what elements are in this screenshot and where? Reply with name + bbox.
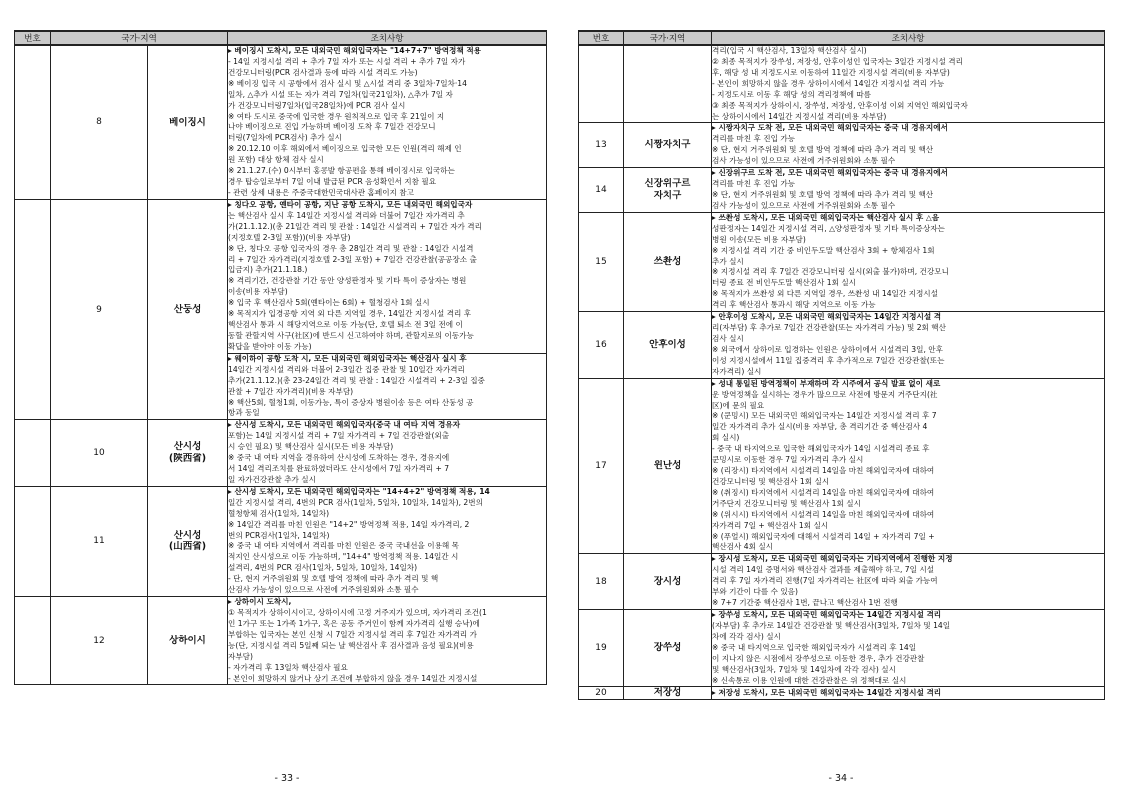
table-row	[15, 45, 547, 199]
table-row	[15, 199, 547, 353]
row-number: 20	[579, 687, 624, 700]
measure-line: ※ 단, 현지 거주위원회 및 호텔 방역 정책에 따라 추가 격리 및 핵산	[712, 189, 934, 199]
measure-line: 는 상하이시에서 14일간 지정시설 격리(비용 자부담)	[712, 111, 887, 121]
measure-line: 능(단, 지정시설 격리 5일째 되는 날 핵산검사 후 검사결과 음성 필요)(비용	[228, 640, 474, 650]
measure-text	[712, 312, 1105, 379]
measures-table-left	[14, 30, 547, 685]
measure-line: ※ 여타 도시로 중국에 입국한 경우 원칙적으로 입국 후 21일이 지	[228, 111, 445, 121]
region-name	[624, 687, 712, 700]
measure-line: 병원 이송(모든 비용 자부담)	[712, 234, 806, 244]
row-number: 17	[579, 378, 624, 554]
region-name-line: 장시성	[653, 575, 682, 587]
measure-line: ▸ 웨이하이 공항 도착 시, 모든 내외국민 해외입국자는 핵산검사 실시 후	[228, 353, 467, 363]
measure-line: 검사 실시	[712, 333, 744, 343]
measure-line: 리(자부담) 후 추가로 7일간 건강관찰(또는 자가격리 가능) 및 2회 핵산	[712, 323, 946, 333]
region-name-line: 장쑤성	[653, 642, 682, 654]
measure-line: ▸ 베이징시 도착시, 모든 내외국민 해외입국자는 "14+7+7" 방역정책 적용	[228, 46, 482, 55]
blank-cell	[15, 45, 51, 199]
measure-line: (자부담) 후 추가로 14일간 건강관찰 및 핵산검사(3일차, 7일차 및 14일	[712, 620, 951, 630]
row-number: 19	[579, 610, 624, 687]
region-name	[624, 378, 712, 554]
measure-line: 일 자가건강관찰 추가 실시	[228, 474, 316, 484]
measure-line: ▸ 성내 통일된 방역정책이 부재하며 각 시주에서 공식 발표 없이 새로	[712, 378, 941, 388]
measure-line: ※ 외국에서 상하이로 입경하는 인원은 상하이에서 시설격리 3일, 안후	[712, 344, 943, 354]
measure-line: 부와 기간이 다를 수 있음)	[712, 587, 798, 597]
table-row	[15, 420, 547, 487]
measure-line: - 본인이 희망하지 않거나 상기 조건에 부합하지 않을 경우 14일간 지정시설	[228, 673, 478, 683]
measure-line: ▸ 시짱자치구 도착 전, 모든 내외국민 해외입국자는 중국 내 경유지에서	[712, 123, 948, 133]
measure-line: ③ 최종 목적지가 상하이시, 장쑤성, 저장성, 안후이성 이외 지역인 해외입국자	[712, 100, 968, 110]
measure-text	[712, 554, 1105, 610]
measure-line: 이성 지정시설에서 11일 집중격리 후 추가적으로 7일간 건강관찰(또는	[712, 355, 945, 365]
measure-text	[712, 123, 1105, 168]
row-number	[579, 45, 624, 123]
measure-text	[712, 168, 1105, 213]
page-number-left: - 33 -	[274, 773, 300, 784]
measure-line: 건강모니터링(PCR 검사결과 등에 따라 시설 격리도 가능)	[228, 67, 418, 77]
measure-line: ※ 중국 내 타지역으로 입국한 해외입국자가 시설격리 후 14일	[712, 642, 917, 652]
table-row	[579, 610, 1105, 687]
measure-line: 인 1가구 또는 1가족 1가구, 혹은 공동 주거인이 함께 자가격리 실행 승낙)에	[228, 618, 480, 628]
measure-line: 검사 가능성이 있으므로 사전에 거주위원회와 소통 필수	[712, 200, 896, 210]
measure-line: 원 포함) 대상 항체 검사 실시	[228, 155, 324, 165]
header-region: 국가·지역	[624, 31, 712, 45]
measure-text	[228, 45, 547, 199]
measure-line: 설격리, 4번의 PCR 검사(1일차, 5일차, 10일차, 14일차)	[228, 563, 418, 573]
measure-line: 포함)는 14일 지정시설 격리 + 7일 자가격리 + 7일 건강관찰(외출	[228, 431, 450, 441]
measure-line: 추가(21.1.12.)(총 23-24일간 격리 및 관찰 : 14일간 시설격리 + 2-3일 집중	[228, 375, 485, 385]
row-number: 11	[51, 486, 148, 596]
measure-line: ※ 격리기간, 건강관찰 기간 동안 양성판정자 및 기타 특이 증상자는 병원	[228, 276, 467, 286]
table-body-left	[15, 45, 547, 685]
measure-text	[712, 610, 1105, 687]
blank-cell	[15, 597, 51, 685]
measure-line: ① 목적지가 상하이시이고, 상하이시에 고정 거주지가 있으며, 자가격리 조건(1	[228, 608, 487, 618]
measure-line: ▸ 저장성 도착시, 모든 내외국민 해외입국자는 14일간 지정시설 격리	[712, 687, 942, 697]
measure-line: 항과 동일	[228, 408, 260, 418]
measure-line: 가 건강모니터링7일차(입국28일차)에 PCR 검사 실시	[228, 100, 406, 110]
measure-line: 자부담)	[228, 651, 253, 661]
measure-line: 일간 자가격리 추가 실시(비용 자부담, 총 격리기간 중 핵산검사 4	[712, 422, 928, 432]
measure-line: ※ 단, 칭다오 공항 입국자의 경우 총 28일간 격리 및 관찰 : 14일간 시설격	[228, 243, 474, 253]
measure-line: 14일간 지정시설 격리와 더불어 2-3일간 집중 관찰 및 10일간 자가격리	[228, 364, 465, 374]
measure-line: 가(21.1.12.)(총 21일간 격리 및 관찰 : 14일간 시설격리 + 7일간 자가 격리	[228, 221, 482, 231]
row-number: 9	[51, 199, 148, 419]
measure-line: 일차, △추가 시설 또는 자가 격리 7일차(입국21일차), △추가 7일 자	[228, 89, 453, 99]
region-name-line: 베이징시	[169, 116, 206, 128]
region-name-line: 상하이시	[169, 634, 206, 646]
measure-line: 및 핵산검사(3일차, 7일차 및 14일차에 각각 검사) 실시	[712, 664, 896, 674]
row-number: 15	[579, 212, 624, 311]
measure-line: 이 지나지 않은 시점에서 장쑤성으로 이동한 경우, 추가 건강관찰	[712, 653, 925, 663]
measure-line: 일간 지정시설 격리, 4번의 PCR 검사(1일차, 5일차, 10일차, 14일차), 2번의	[228, 497, 483, 507]
region-name-line: (山西省)	[168, 541, 207, 553]
row-number: 12	[51, 597, 148, 685]
measure-line: ② 최종 목적지가 장쑤성, 저장성, 안후이성인 입국자는 3일간 지정시설 격리	[712, 56, 963, 66]
measure-line: - 자가격리 후 13일차 핵산검사 필요	[228, 662, 348, 672]
measure-text	[228, 486, 547, 596]
header-measures: 조치사항	[712, 31, 1105, 45]
row-number: 8	[51, 45, 148, 199]
measure-line: 서 14일 격리조치를 완료하였더라도 산시성에서 7일 자가격리 + 7	[228, 464, 450, 474]
table-row	[579, 687, 1105, 700]
measure-line: 격리 후 7일 자가격리 진행(7일 자가격리는 社区에 따라 외출 가능여	[712, 576, 938, 586]
measure-line: 산검사 가능성이 있으므로 사전에 거주위원회와 소통 필수	[228, 585, 419, 595]
table-header	[15, 31, 547, 45]
measure-line: 적지인 산시성으로 이동 가능하며, "14+4" 방역정책 적용. 14일간 시	[228, 552, 459, 562]
measure-line: 후, 해당 성 내 지정도시로 이동하여 11일간 지정시설 격리(비용 자부담)	[712, 67, 950, 77]
table-header	[579, 31, 1105, 45]
region-name	[624, 212, 712, 311]
measure-line: 터링 종료 전 비인두도말 핵산검사 1회 실시	[712, 278, 857, 288]
measure-line: ▸ 쓰촨성 도착시, 모든 내외국민 해외입국자는 핵산검사 실시 후 △음	[712, 212, 940, 222]
region-name-line: (陕西省)	[168, 453, 207, 465]
measure-line: ▸ 산시성 도착시, 모든 내외국민 해외입국자(중국 내 여타 지역 경유자	[228, 420, 461, 430]
measure-line: ※ 중국 내 여타 지역에서 격리를 마친 인원은 중국 국내선을 이용해 목	[228, 541, 459, 551]
measure-line: 시설 격리 14일 증명서와 핵산검사 결과를 제출해야 하고, 7일 시설	[712, 565, 935, 575]
measure-line: - 지정도시로 이동 후 해당 성의 격리정책에 따름	[712, 89, 872, 99]
region-name	[624, 610, 712, 687]
measure-line: ※ 신속통로 이용 인원에 대한 건강관찰은 위 정책대로 실시	[712, 675, 907, 685]
measure-line: 자가격리) 실시	[712, 366, 762, 376]
measure-line: 추가 실시	[712, 256, 744, 266]
region-name-line: 윈난성	[653, 460, 682, 472]
measure-line: 격리를 마친 후 진입 가능	[712, 134, 796, 144]
row-number: 16	[579, 312, 624, 379]
region-name	[624, 554, 712, 610]
region-name-line: 산시성	[173, 441, 202, 453]
measure-line: 회 실시)	[712, 433, 740, 443]
measure-line: 입금지) 추가(21.1.18.)	[228, 265, 308, 275]
measure-line: ▸ 장쑤성 도착시, 모든 내외국민 해외입국자는 14일간 지정시설 격리	[712, 610, 942, 620]
measure-line: 차에 각각 검사) 실시	[712, 631, 781, 641]
measure-text	[228, 353, 547, 420]
measure-line: 이송(비용 자부담)	[228, 287, 288, 297]
region-name-line: 산둥성	[173, 303, 202, 315]
table-row	[15, 597, 547, 685]
measure-line: ※ 지정시설 격리 기간 중 비인두도말 핵산검사 3회 + 항체검사 1회	[712, 245, 935, 255]
measure-line: ▸ 신장위구르 도착 전, 모든 내외국민 해외입국자는 중국 내 경유지에서	[712, 168, 948, 178]
measure-line: ※ 목적지가 쓰촨성 외 다른 지역일 경우, 쓰촨성 내 14일간 지정시설	[712, 289, 938, 299]
measure-text	[712, 212, 1105, 311]
region-name	[148, 486, 228, 596]
page-34	[578, 30, 1105, 700]
region-name	[624, 312, 712, 379]
header-no: 번호	[15, 31, 51, 45]
table-row	[579, 212, 1105, 311]
measures-table-right	[578, 30, 1105, 700]
region-name	[624, 123, 712, 168]
table-row	[579, 554, 1105, 610]
measure-line: ※ (푸얼시) 해외입국자에 대해서 시설격리 14일 + 자가격리 7일 +	[712, 531, 935, 541]
region-name-line: 자치구	[653, 189, 682, 201]
measure-line: ※ 목적지가 입경공항 지역 외 다른 지역일 경우, 14일간 지정시설 격리 후	[228, 309, 472, 319]
measure-line: ▸ 산시성 도착시, 모든 내외국민 해외입국자는 "14+4+2" 방역정책 적용, 14	[228, 486, 490, 496]
region-name-line: 신장위구르	[644, 178, 691, 190]
measure-text	[712, 45, 1105, 123]
measure-line: 경우 탑승일로부터 7일 이내 발급된 PCR 음성확인서 지참 필요	[228, 177, 437, 187]
measure-text	[712, 378, 1105, 554]
measure-line: 나야 베이징으로 진입 가능하며 베이징 도착 후 7일간 건강모니	[228, 122, 436, 132]
measure-line: 는 핵산검사 실시 후 14일간 지정시설 격리와 더불어 7일간 자가격리 추	[228, 210, 465, 220]
table-row	[579, 312, 1105, 379]
measure-line: 시 승인 필요) 및 핵산검사 실시(모든 비용 자부담)	[228, 442, 394, 452]
row-number: 18	[579, 554, 624, 610]
measure-text	[228, 597, 547, 685]
measure-line: ▸ 안후이성 도착시, 모든 내외국민 해외입국자는 14일간 지정시설 격	[712, 312, 942, 322]
measure-line: 확답을 받아야 이동 가능)	[228, 341, 312, 351]
measure-line: - 14일 지정시설 격리 + 추가 7일 자가 또는 시설 격리 + 추가 7일 자가	[228, 56, 466, 66]
row-number: 14	[579, 168, 624, 213]
measure-line: ※ 베이징 입국 시 공항에서 검사 실시 및 △시설 격리 중 3일차·7일차·14	[228, 78, 467, 88]
measure-line: - 중국 내 타지역으로 입국한 해외입국자가 14일 시설격리 종료 후	[712, 444, 930, 454]
measure-line: ※ 단, 현지 거주위원회 및 호텔 방역 정책에 따라 추가 격리 및 핵산	[712, 145, 934, 155]
measure-line: 거주단지 건강모니터링 및 핵산검사 1회 실시	[712, 498, 861, 508]
row-number: 13	[579, 123, 624, 168]
measure-line: 격리(입국 시 핵산검사, 13일차 핵산검사 실시)	[712, 46, 867, 55]
measure-line: ※ 입국 후 핵산검사 5회(옌타이는 6회) + 혈청검사 1회 실시	[228, 298, 430, 308]
measure-line: (지정호텔 2-3일 포함))(비용 자부담)	[228, 232, 351, 242]
page-33	[14, 30, 547, 685]
region-name-line: 시짱자치구	[644, 139, 691, 151]
measure-line: ※ (리장시) 타지역에서 시설격리 14일을 마친 해외입국자에 대하여	[712, 466, 935, 476]
measure-line: ※ (취징시) 타지역에서 시설격리 14일을 마친 해외입국자에 대하여	[712, 487, 935, 497]
measure-line: - 관련 상세 내용은 주중국대한민국대사관 홈페이지 참고	[228, 187, 414, 197]
measure-line: ※ 14일간 격리를 마친 인원은 "14+2" 방역정책 적용, 14일 자가격리, 2	[228, 519, 470, 529]
measure-line: 핵산검사 통과 시 해당지역으로 이동 가능(단, 호텔 퇴소 전 3일 전에 이	[228, 320, 463, 330]
measure-line: 핵산검사 4회 실시	[712, 542, 774, 552]
page-number-right: - 34 -	[828, 773, 854, 784]
measure-line: ※ 20.12.10 이후 해외에서 베이징으로 입국한 모든 인원(격리 해제 인	[228, 144, 462, 154]
measure-line: 검사 가능성이 있으므로 사전에 거주위원회와 소통 필수	[712, 156, 896, 166]
header-measures: 조치사항	[228, 31, 547, 45]
table-row	[15, 486, 547, 596]
table-row	[579, 168, 1105, 213]
table-row	[579, 378, 1105, 554]
measure-line: 격리를 마친 후 진입 가능	[712, 179, 796, 189]
measure-line: 건강모니터링 및 핵산검사 1회 실시	[712, 476, 830, 486]
region-name	[148, 597, 228, 685]
blank-cell	[15, 199, 51, 419]
region-name	[148, 420, 228, 487]
measure-line: - 본인이 희망하지 않을 경우 상하이시에서 14일간 지정시설 격리 가능	[712, 78, 945, 88]
region-name-line: 산시성	[173, 529, 202, 541]
measure-line: ▸ 칭다오 공항, 옌타이 공항, 지난 공항 도착시, 모든 내외국민 해외입국자	[228, 199, 473, 209]
measure-text	[228, 420, 547, 487]
measure-line: 부합하는 입국자는 본인 신청 시 7일간 지정시설 격리 후 7일간 자가격리 가	[228, 629, 477, 639]
measure-line: 터링(7일차에 PCR검사) 추가 실시	[228, 133, 342, 143]
measure-line: 성판정자는 14일간 지정시설 격리, △양성판정자 및 기타 특이증상자는	[712, 223, 945, 233]
measure-line: ▸ 장시성 도착시, 모든 내외국민 해외입국자는 기타지역에서 진행한 지정	[712, 554, 953, 564]
measure-text	[712, 687, 1105, 700]
row-number: 10	[51, 420, 148, 487]
blank-cell	[15, 420, 51, 487]
measure-line: - 단, 현지 거주위원회 및 호텔 방역 정책에 따라 추가 격리 및 핵	[228, 574, 439, 584]
measure-text	[228, 199, 547, 353]
table-row	[579, 123, 1105, 168]
header-region: 국가·지역	[51, 31, 228, 45]
measure-line: ※ (위시시) 타지역에서 시설격리 14일을 마친 해외입국자에 대하여	[712, 509, 935, 519]
measure-line: ※ 21.1.27.(수) 0시부터 홍콩발 항공편을 통해 베이징시로 입국하는	[228, 166, 455, 176]
measure-line: ※ (쿤밍시) 모든 내외국민 해외입국자는 14일간 지정시설 격리 후 7	[712, 411, 937, 421]
measure-line: 관찰 + 7일간 자가격리)(비용 자부담)	[228, 386, 354, 396]
region-name	[624, 168, 712, 213]
measure-line: 동할 관할지역 사구(社区)에 반드시 신고하여야 하며, 관할지로의 이동가능	[228, 330, 474, 340]
measure-line: ※ 핵산5회, 혈청1회, 이동가능, 특이 증상자 병원이송 등은 여타 산둥성 공	[228, 397, 474, 407]
measure-line: ▸ 상하이시 도착시,	[228, 597, 292, 607]
measure-line: 혈청항체 검사(1일차, 14일차)	[228, 508, 330, 518]
measure-line: 자가격리 7일 + 핵산검사 1회 실시	[712, 520, 829, 530]
table-row	[579, 45, 1105, 123]
region-name	[148, 199, 228, 419]
measure-line: 쿤밍시로 이동한 경우 7일 자가격리 추가 실시	[712, 455, 864, 465]
region-name	[148, 45, 228, 199]
region-name-line: 안후이성	[649, 338, 686, 350]
table-body-right	[579, 45, 1105, 700]
measure-line: ※ 지정시설 격리 후 7일간 건강모니터링 실시(외출 불가)하며, 건강모니	[712, 267, 949, 277]
region-name-line: 저장성	[653, 687, 682, 699]
measure-line: ※ 중국 내 여타 지역을 경유하여 산시성에 도착하는 경우, 경유지에	[228, 453, 450, 463]
header-no: 번호	[579, 31, 624, 45]
measure-line: 운 방역정책을 실시하는 경우가 많으므로 사전에 방문지 거주단지(社	[712, 389, 938, 399]
measure-line: 격리 후 핵산검사 통과시 해당 지역으로 이동 가능	[712, 300, 876, 310]
measure-line: 번의 PCR검사(1일차, 14일차)	[228, 530, 330, 540]
measure-line: 区)에 문의 필요	[712, 400, 765, 410]
region-name	[624, 45, 712, 123]
measure-line: ※ 7+7 기간중 핵산검사 1번, 끝나고 핵산검사 1번 진행	[712, 598, 898, 608]
region-name-line: 쓰촨성	[653, 256, 682, 268]
blank-cell	[15, 486, 51, 596]
measure-line: 리 + 7일간 자가격리(지정호텔 2-3일 포함) + 7일간 건강관찰(공공장소 출	[228, 254, 477, 264]
